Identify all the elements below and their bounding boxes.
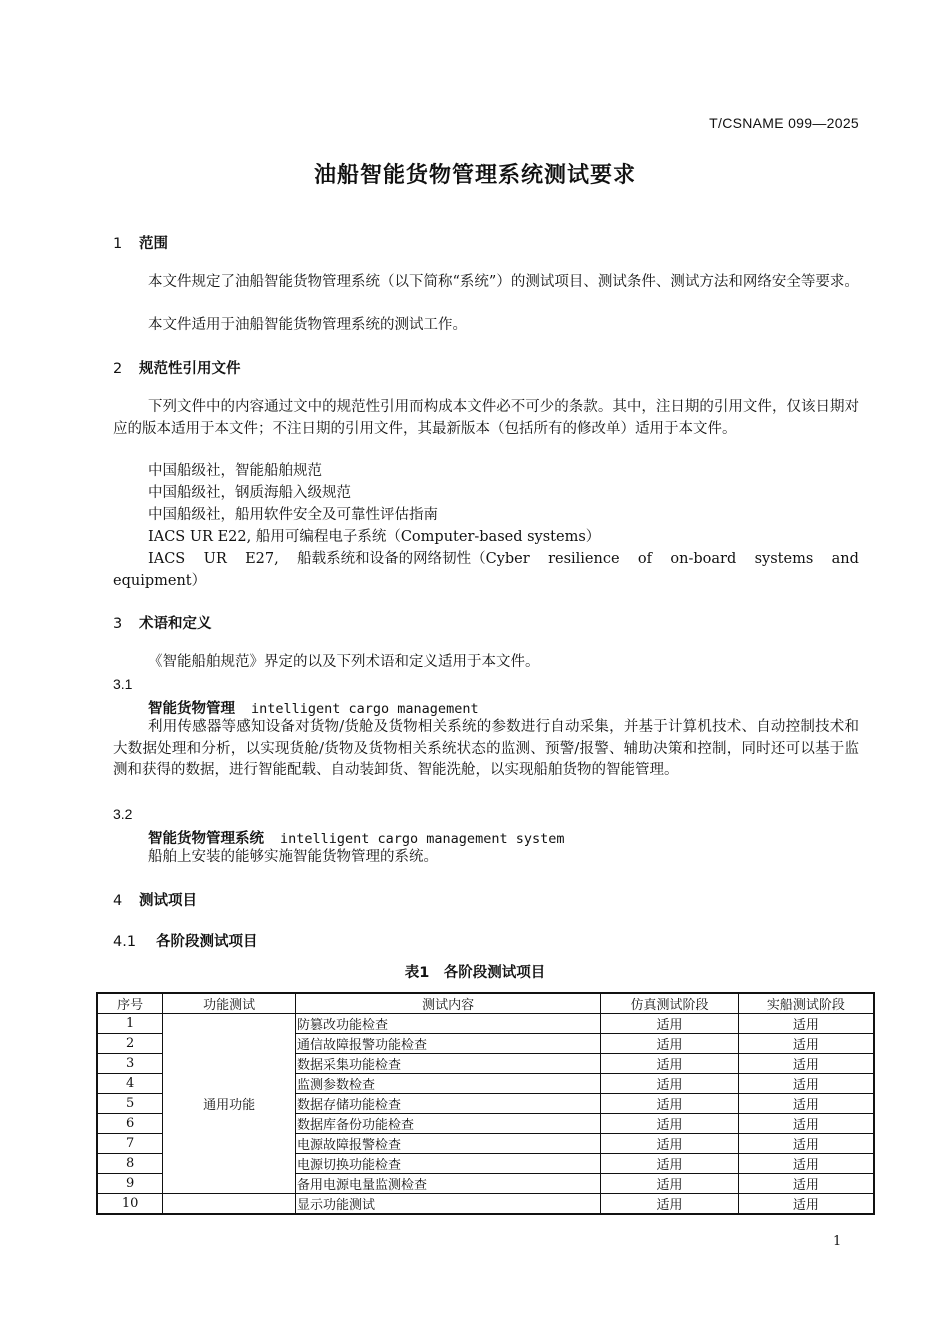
document-code: T/CSNAME 099—2025 bbox=[709, 115, 859, 131]
simulation-stage: 适用 bbox=[601, 1014, 739, 1034]
reference-item: 中国船级社，钢质海船入级规范 bbox=[148, 485, 351, 501]
section-4-heading bbox=[113, 889, 197, 910]
ship-stage: 适用 bbox=[738, 1034, 874, 1054]
section-3-title: 术语和定义 bbox=[139, 616, 212, 632]
section-2-paragraph: 下列文件中的内容通过文中的规范性引用而构成本文件必不可少的条款。其中，注日期的引用文件，仅该日期对应的版本适用于本文件；不注日期的引用文件，其最新版本（包括所有的修改单）适用于本文件。 bbox=[113, 399, 859, 437]
simulation-stage: 适用 bbox=[601, 1094, 739, 1114]
term-2-english: intelligent cargo management system bbox=[280, 831, 565, 847]
term-1 bbox=[148, 697, 479, 718]
test-content: 通信故障报警功能检查 bbox=[296, 1034, 601, 1054]
table-caption: 表1 各阶段测试项目 bbox=[404, 965, 546, 981]
term-1-definition: 利用传感器等感知设备对货物/货舱及货物相关系统的参数进行自动采集，并基于计算机技术、自动控制技术和大数据处理和分析，以实现货舱/货物及货物相关系统状态的监测、预警/报警、辅助决策和控制，同时还可以基于监测和获得的数据，进行智能配载、自动装卸货、智能洗舱，以实现船舶货物的智能管理。 bbox=[113, 719, 859, 778]
column-header: 测试内容 bbox=[296, 993, 601, 1014]
section-1-heading bbox=[113, 232, 168, 253]
test-content: 备用电源电量监测检查 bbox=[296, 1174, 601, 1194]
section-3-heading bbox=[113, 612, 212, 633]
page-number: 1 bbox=[833, 1234, 842, 1249]
test-content: 数据采集功能检查 bbox=[296, 1054, 601, 1074]
section-3-number: 3 bbox=[113, 616, 123, 632]
row-number: 9 bbox=[97, 1174, 163, 1194]
ship-stage: 适用 bbox=[738, 1074, 874, 1094]
test-content: 数据库备份功能检查 bbox=[296, 1114, 601, 1134]
ship-stage: 适用 bbox=[738, 1134, 874, 1154]
reference-item-5 bbox=[148, 549, 859, 571]
ship-stage: 适用 bbox=[738, 1014, 874, 1034]
reference-word: and bbox=[831, 551, 859, 567]
ship-stage: 适用 bbox=[738, 1094, 874, 1114]
table-row bbox=[97, 1194, 874, 1215]
test-content: 防篡改功能检查 bbox=[296, 1014, 601, 1034]
row-number: 8 bbox=[97, 1154, 163, 1174]
column-header: 功能测试 bbox=[163, 993, 296, 1014]
term-1-english: intelligent cargo management bbox=[251, 701, 479, 717]
section-1-paragraph-1: 本文件规定了油船智能货物管理系统（以下简称“系统”）的测试项目、测试条件、测试方法和网络安全等要求。 bbox=[148, 274, 859, 290]
term-2-number: 3.2 bbox=[113, 806, 133, 822]
reference-word: resilience bbox=[548, 551, 620, 567]
ship-stage: 适用 bbox=[738, 1054, 874, 1074]
section-2-number: 2 bbox=[113, 361, 123, 377]
function-group-cell-empty bbox=[163, 1194, 296, 1215]
column-header: 实船测试阶段 bbox=[738, 993, 874, 1014]
simulation-stage: 适用 bbox=[601, 1154, 739, 1174]
test-content: 电源故障报警检查 bbox=[296, 1134, 601, 1154]
reference-word: on-board bbox=[670, 551, 737, 567]
reference-word: systems bbox=[754, 551, 814, 567]
simulation-stage: 适用 bbox=[601, 1074, 739, 1094]
ship-stage: 适用 bbox=[738, 1194, 874, 1215]
simulation-stage: 适用 bbox=[601, 1134, 739, 1154]
reference-word: UR bbox=[203, 551, 227, 567]
reference-word: of bbox=[637, 551, 653, 567]
simulation-stage: 适用 bbox=[601, 1194, 739, 1215]
section-4-title: 测试项目 bbox=[139, 893, 197, 909]
function-group-cell: 通用功能 bbox=[163, 1014, 296, 1194]
reference-item-5-tail: equipment） bbox=[113, 573, 207, 589]
test-content: 监测参数检查 bbox=[296, 1074, 601, 1094]
section-3-intro: 《智能船舶规范》界定的以及下列术语和定义适用于本文件。 bbox=[148, 654, 540, 670]
simulation-stage: 适用 bbox=[601, 1054, 739, 1074]
simulation-stage: 适用 bbox=[601, 1114, 739, 1134]
test-content: 显示功能测试 bbox=[296, 1194, 601, 1215]
test-items-table bbox=[96, 992, 875, 1215]
column-header: 仿真测试阶段 bbox=[601, 993, 739, 1014]
term-1-chinese: 智能货物管理 bbox=[148, 701, 235, 717]
reference-item: 中国船级社，智能船舶规范 bbox=[148, 463, 322, 479]
test-content: 数据存储功能检查 bbox=[296, 1094, 601, 1114]
row-number: 3 bbox=[97, 1054, 163, 1074]
reference-word: E27, bbox=[245, 551, 279, 567]
table-row bbox=[97, 1014, 874, 1034]
simulation-stage: 适用 bbox=[601, 1174, 739, 1194]
simulation-stage: 适用 bbox=[601, 1034, 739, 1054]
test-content: 电源切换功能检查 bbox=[296, 1154, 601, 1174]
row-number: 7 bbox=[97, 1134, 163, 1154]
row-number: 10 bbox=[97, 1194, 163, 1215]
term-2 bbox=[148, 827, 564, 848]
section-1-number: 1 bbox=[113, 236, 123, 252]
row-number: 2 bbox=[97, 1034, 163, 1054]
reference-word: 船载系统和设备的网络韧性（Cyber bbox=[297, 551, 530, 567]
subsection-4-1-title: 各阶段测试项目 bbox=[156, 934, 258, 950]
term-1-number: 3.1 bbox=[113, 676, 133, 692]
term-2-definition: 船舶上安装的能够实施智能货物管理的系统。 bbox=[148, 849, 438, 865]
row-number: 5 bbox=[97, 1094, 163, 1114]
ship-stage: 适用 bbox=[738, 1154, 874, 1174]
subsection-4-1-number: 4.1 bbox=[113, 934, 137, 950]
section-1-title: 范围 bbox=[139, 236, 168, 252]
column-header: 序号 bbox=[97, 993, 163, 1014]
section-1-paragraph-2: 本文件适用于油船智能货物管理系统的测试工作。 bbox=[148, 317, 467, 333]
row-number: 1 bbox=[97, 1014, 163, 1034]
ship-stage: 适用 bbox=[738, 1114, 874, 1134]
page-title: 油船智能货物管理系统测试要求 bbox=[313, 163, 636, 188]
section-2-title: 规范性引用文件 bbox=[139, 361, 241, 377]
reference-word: IACS bbox=[148, 551, 186, 567]
ship-stage: 适用 bbox=[738, 1174, 874, 1194]
reference-item: 中国船级社，船用软件安全及可靠性评估指南 bbox=[148, 507, 438, 523]
subsection-4-1-heading bbox=[113, 930, 258, 951]
row-number: 4 bbox=[97, 1074, 163, 1094]
section-2-heading bbox=[113, 357, 241, 378]
section-4-number: 4 bbox=[113, 893, 123, 909]
row-number: 6 bbox=[97, 1114, 163, 1134]
term-2-chinese: 智能货物管理系统 bbox=[148, 831, 264, 847]
table-header-row bbox=[97, 993, 874, 1014]
reference-item: IACS UR E22, 船用可编程电子系统（Computer-based systems） bbox=[148, 529, 601, 545]
